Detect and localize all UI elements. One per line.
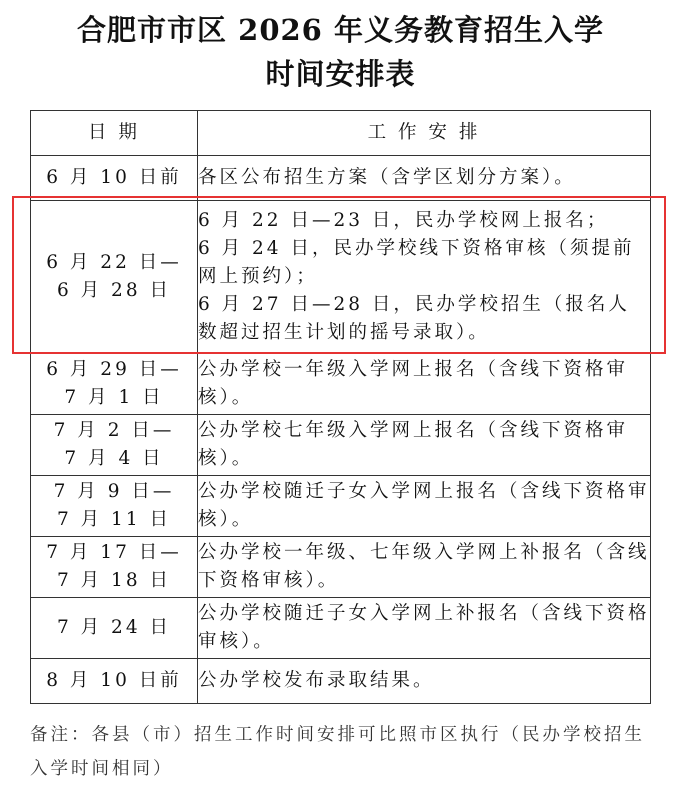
row-date: 8 月 10 日前 bbox=[31, 659, 198, 704]
table-row bbox=[31, 659, 651, 704]
table-row bbox=[31, 476, 651, 537]
row-date: 6 月 22 日— 6 月 28 日 bbox=[31, 201, 198, 354]
table-row bbox=[31, 156, 651, 201]
row-arrangement: 各区公布招生方案（含学区划分方案）。 bbox=[198, 156, 651, 201]
row-date: 6 月 29 日— 7 月 1 日 bbox=[31, 354, 198, 415]
row-arrangement: 6 月 22 日—23 日，民办学校网上报名； 6 月 24 日，民办学校线下资格审核（须提前网上预约）； 6 月 27 日—28 日，民办学校招生（报名人数超过招生计划的摇号录取）。 bbox=[198, 201, 651, 354]
row-arrangement: 公办学校随迁子女入学网上报名（含线下资格审核）。 bbox=[198, 476, 651, 537]
row-arrangement: 公办学校七年级入学网上报名（含线下资格审核）。 bbox=[198, 415, 651, 476]
table-header-row bbox=[31, 111, 651, 156]
header-arrangement: 工 作 安 排 bbox=[198, 111, 651, 156]
table-row bbox=[31, 201, 651, 354]
schedule-table bbox=[30, 110, 651, 704]
header-date: 日 期 bbox=[31, 111, 198, 156]
table-row bbox=[31, 415, 651, 476]
row-arrangement: 公办学校随迁子女入学网上补报名（含线下资格审核）。 bbox=[198, 598, 651, 659]
table-row bbox=[31, 354, 651, 415]
row-arrangement: 公办学校一年级、七年级入学网上补报名（含线下资格审核）。 bbox=[198, 537, 651, 598]
row-arrangement: 公办学校发布录取结果。 bbox=[198, 659, 651, 704]
page-subtitle: 时间安排表 bbox=[265, 57, 416, 91]
page-title: 合肥市市区 2026 年义务教育招生入学 bbox=[77, 13, 604, 47]
row-date: 7 月 17 日— 7 月 18 日 bbox=[31, 537, 198, 598]
row-date: 7 月 2 日— 7 月 4 日 bbox=[31, 415, 198, 476]
row-date: 7 月 9 日— 7 月 11 日 bbox=[31, 476, 198, 537]
table-row bbox=[31, 598, 651, 659]
footnote: 备注：各县（市）招生工作时间安排可比照市区执行（民办学校招生入学时间相同） bbox=[30, 725, 645, 779]
row-arrangement: 公办学校一年级入学网上报名（含线下资格审核）。 bbox=[198, 354, 651, 415]
table-row bbox=[31, 537, 651, 598]
row-date: 6 月 10 日前 bbox=[31, 156, 198, 201]
row-date: 7 月 24 日 bbox=[31, 598, 198, 659]
